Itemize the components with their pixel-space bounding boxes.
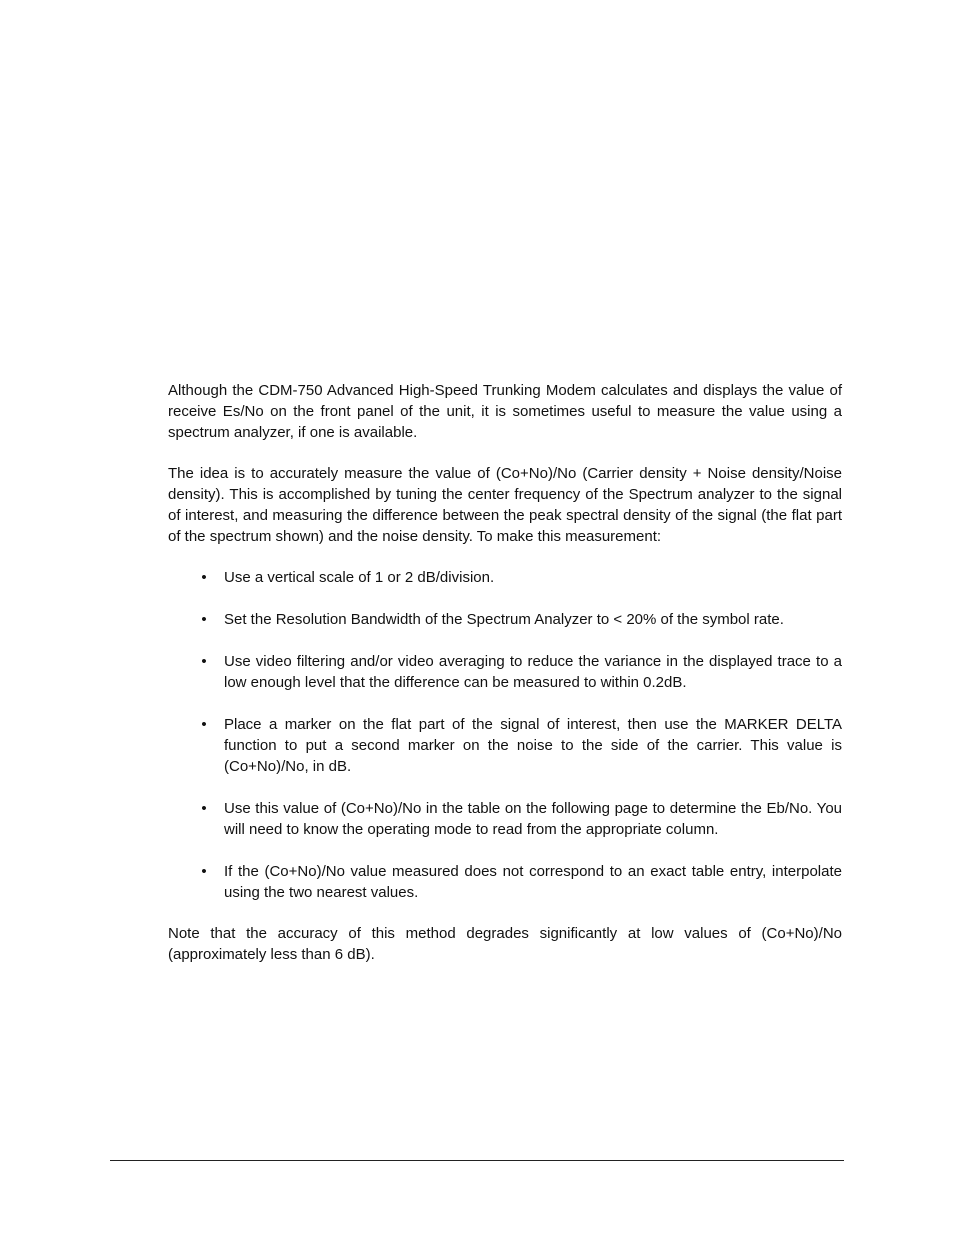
- body-text: [168, 380, 842, 965]
- list-item: [168, 567, 842, 588]
- note-paragraph: Note that the accuracy of this method degrades significantly at low values of (Co+No)/No (approximately less than 6 dB).: [168, 925, 842, 963]
- list-item-text: Use video filtering and/or video averaging to reduce the variance in the displayed trace to a low enough level that the difference can be measured to within 0.2dB.: [224, 653, 842, 691]
- measurement-steps-list: [168, 567, 842, 903]
- method-paragraph: The idea is to accurately measure the value of (Co+No)/No (Carrier density + Noise density/Noise density). This is accomplished by tuning the center frequency of the Spectrum analyzer to the signal of interest, and measuring the difference between the peak spectral density of the signal (the flat part of the spectrum shown) and the noise density. To make this measurement:: [168, 465, 842, 545]
- list-item-text: If the (Co+No)/No value measured does not correspond to an exact table entry, interpolate using the two nearest values.: [224, 863, 842, 901]
- list-item-text: Use this value of (Co+No)/No in the table on the following page to determine the Eb/No. You will need to know the operating mode to read from the appropriate column.: [224, 800, 842, 838]
- intro-paragraph: Although the CDM-750 Advanced High-Speed Trunking Modem calculates and displays the value of receive Es/No on the front panel of the unit, it is sometimes useful to measure the value using a spectrum analyzer, if one is available.: [168, 382, 842, 441]
- list-item-text: Set the Resolution Bandwidth of the Spectrum Analyzer to < 20% of the symbol rate.: [224, 611, 784, 628]
- list-item-text: Place a marker on the flat part of the signal of interest, then use the MARKER DELTA function to put a second marker on the noise to the side of the carrier. This value is (Co+No)/No, in dB.: [224, 716, 842, 775]
- bullet-icon: •: [201, 863, 207, 880]
- list-item: [168, 609, 842, 630]
- list-item: [168, 861, 842, 903]
- list-item: [168, 651, 842, 693]
- list-item-text: Use a vertical scale of 1 or 2 dB/division.: [224, 569, 495, 586]
- list-item: [168, 714, 842, 777]
- bullet-icon: •: [201, 611, 207, 628]
- footer-divider: [110, 1160, 844, 1161]
- bullet-icon: •: [201, 653, 207, 670]
- bullet-icon: •: [201, 800, 207, 817]
- bullet-icon: •: [201, 716, 207, 733]
- bullet-icon: •: [201, 569, 207, 586]
- list-item: [168, 798, 842, 840]
